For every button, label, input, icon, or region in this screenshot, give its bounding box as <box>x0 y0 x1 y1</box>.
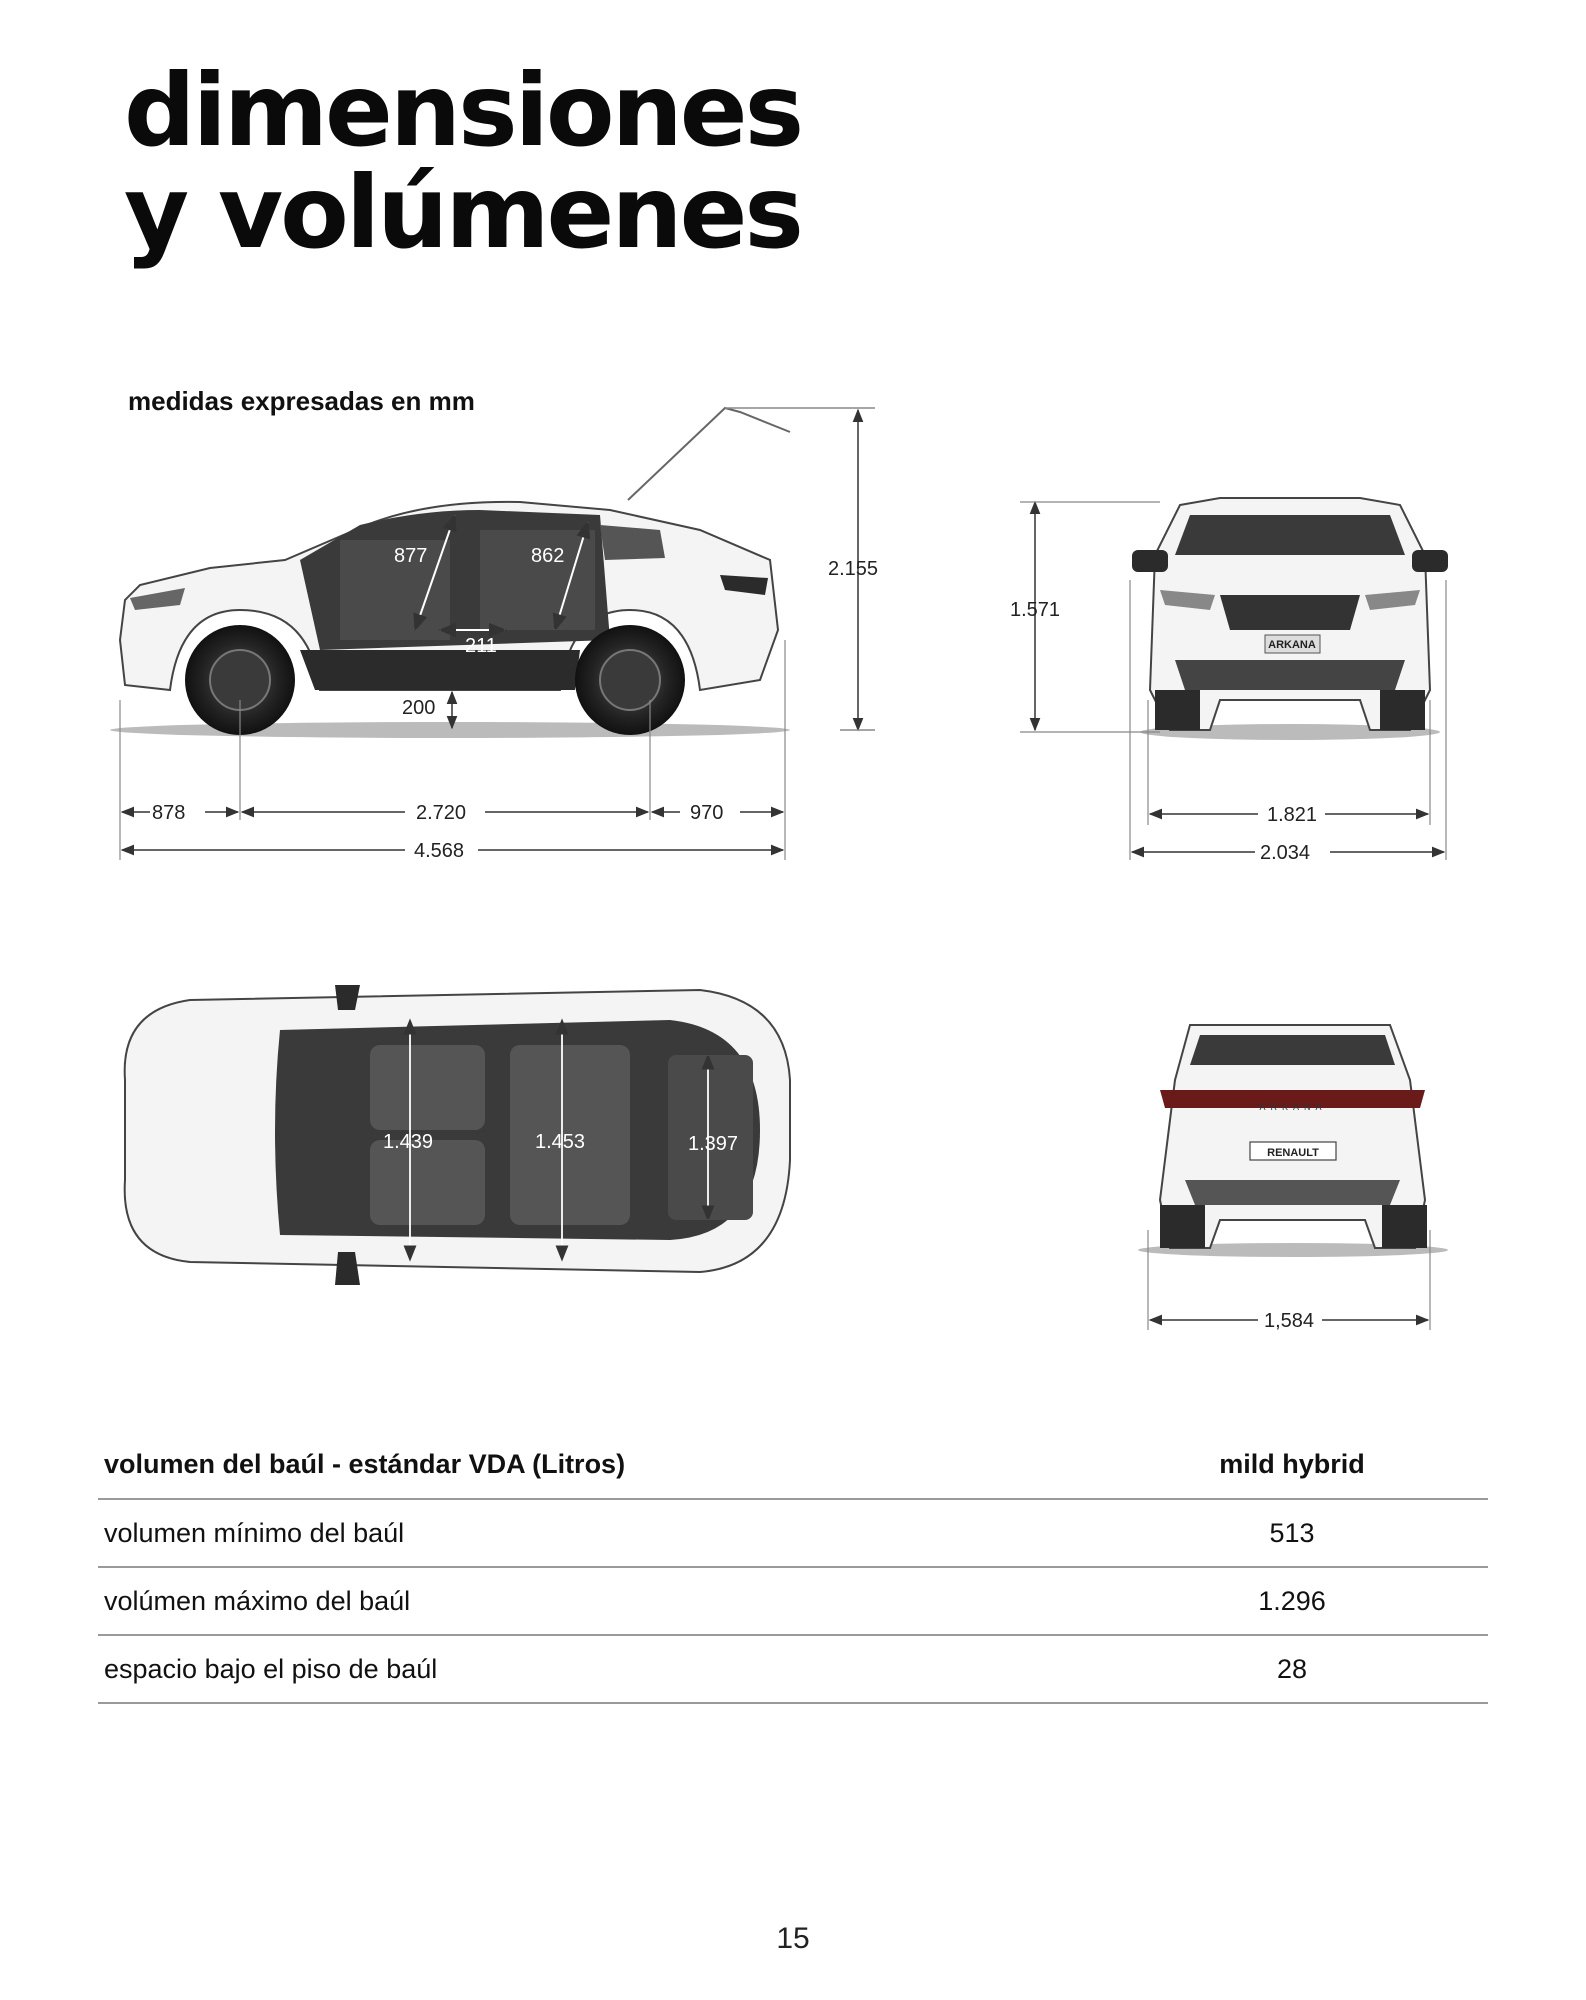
row-label: espacio bajo el piso de baúl <box>104 1653 438 1684</box>
dim-ground-clearance: 200 <box>402 697 436 719</box>
row-label: volúmen máximo del baúl <box>104 1585 411 1616</box>
dim-width-rear-seats: 1.453 <box>535 1131 586 1153</box>
table-header <box>98 1430 1488 1500</box>
front-view-car <box>1132 498 1448 740</box>
dim-front-overhang: 878 <box>152 802 186 824</box>
table-row <box>98 1500 1488 1568</box>
row-value: 1.296 <box>1258 1585 1326 1616</box>
page-title-line-2: y volúmenes <box>124 154 801 271</box>
dim-rear-overhang: 970 <box>690 802 724 824</box>
dim-width-body: 1.821 <box>1267 804 1318 826</box>
rear-view-diagram <box>0 1000 1586 1360</box>
dim-rear-track: 1,584 <box>1264 1310 1315 1332</box>
table-row <box>98 1568 1488 1636</box>
dim-width-mirrors: 2.034 <box>1260 842 1311 864</box>
rear-view-car <box>1138 1025 1448 1257</box>
trunk-volume-table <box>98 1430 1488 1704</box>
row-label: volumen mínimo del baúl <box>104 1517 405 1548</box>
rear-model-lettering: ARKANA <box>1259 1102 1327 1112</box>
dim-headroom-front: 877 <box>394 545 428 567</box>
page-title-line-1: dimensiones <box>124 52 802 169</box>
page-number: 15 <box>776 1922 810 1955</box>
front-badge: ARKANA <box>1268 639 1316 651</box>
dim-width-front-seats: 1.439 <box>383 1131 434 1153</box>
dim-headroom-rear: 862 <box>531 545 565 567</box>
dim-front-height: 1.571 <box>1010 599 1061 621</box>
dim-width-trunk: 1.397 <box>688 1133 739 1155</box>
table-header-label: volumen del baúl - estándar VDA (Litros) <box>104 1448 626 1479</box>
dim-knee-room: 211 <box>465 635 497 657</box>
dim-wheelbase: 2.720 <box>416 802 467 824</box>
table-row <box>98 1636 1488 1704</box>
dim-height-tailgate-open: 2.155 <box>828 558 879 580</box>
row-value: 513 <box>1269 1517 1315 1548</box>
side-view-car <box>110 408 875 738</box>
dim-overall-length: 4.568 <box>414 840 465 862</box>
units-note: medidas expresadas en mm <box>128 386 475 416</box>
rear-badge: RENAULT <box>1267 1147 1319 1159</box>
row-value: 28 <box>1276 1653 1308 1684</box>
table-header-value: mild hybrid <box>1219 1448 1365 1479</box>
